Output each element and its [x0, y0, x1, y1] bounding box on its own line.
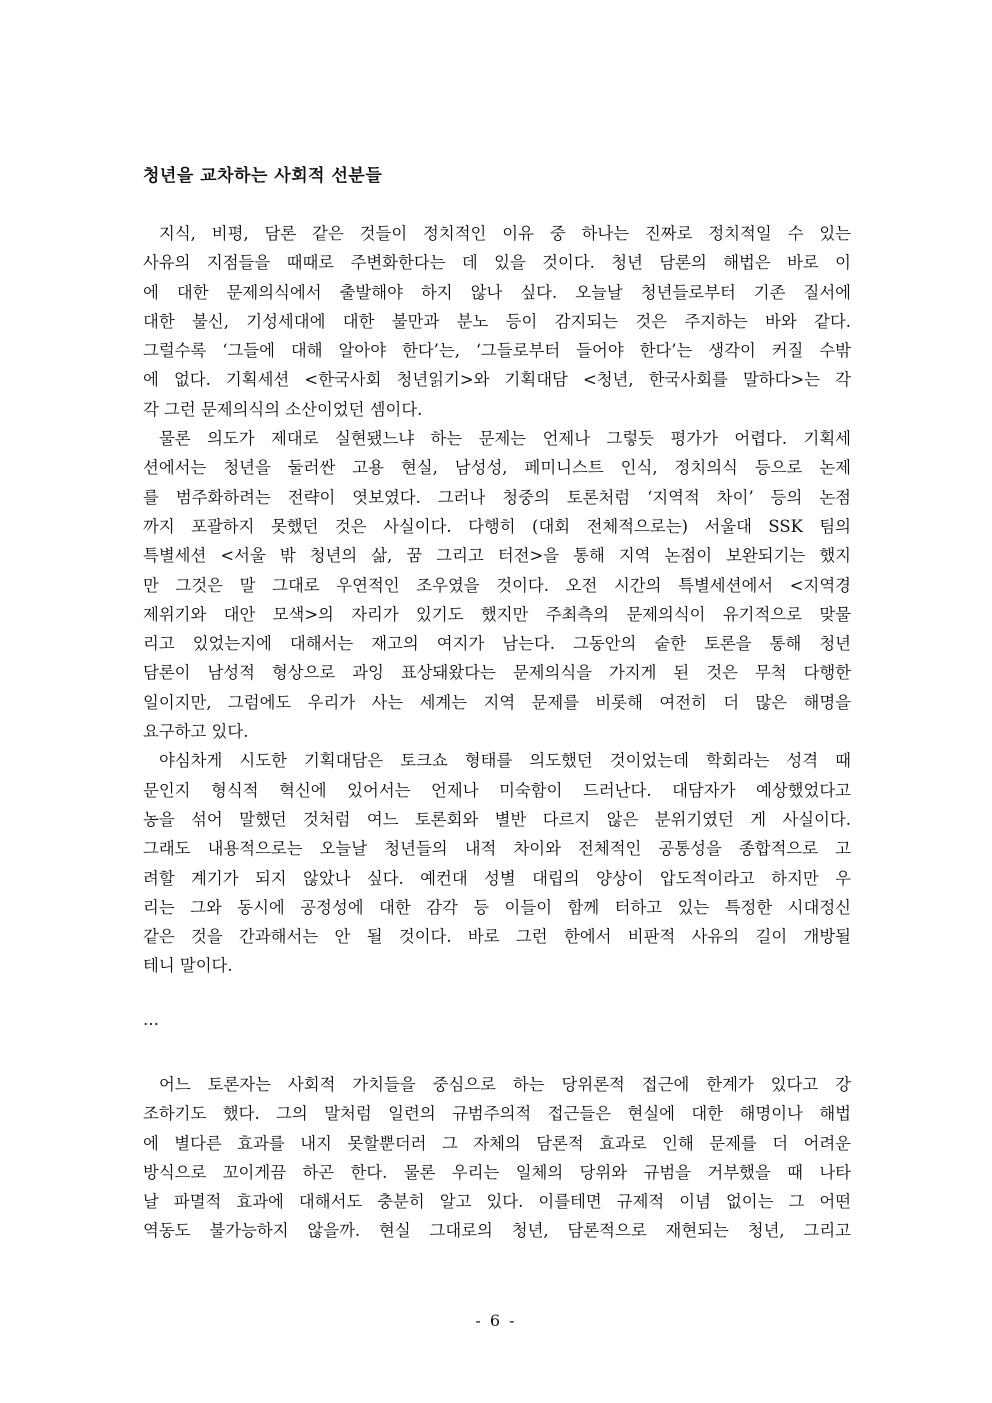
- text-line: 테니 말이다.: [143, 956, 233, 976]
- text-line: 그래도 내용적으로는 오늘날 청년들의 내적 차이와 전체적인 공통성을 종합적으로 고: [143, 839, 851, 859]
- text-line: 문인지 형식적 혁신에 있어서는 언제나 미숙함이 드러난다. 대담자가 예상했었다고: [143, 780, 851, 800]
- text-line: 같은 것을 간과해서는 안 될 것이다. 바로 그런 한에서 비판적 사유의 길이 개방될: [143, 927, 851, 947]
- section-heading: 청년을 교차하는 사회적 선분들: [143, 166, 383, 186]
- text-line: 담론이 남성적 형상으로 과잉 표상돼왔다는 문제의식을 가지게 된 것은 무척 다행한: [143, 663, 851, 683]
- text-line: 역동도 불가능하지 않을까. 현실 그대로의 청년, 담론적으로 재현되는 청년, 그리고: [143, 1221, 851, 1241]
- text-line: 일이지만, 그럼에도 우리가 사는 세계는 지역 문제를 비롯해 여전히 더 많은 해명을: [143, 692, 851, 712]
- text-line: 물론 의도가 제대로 실현됐느냐 하는 문제는 언제나 그렇듯 평가가 어렵다. 기획세: [159, 429, 851, 449]
- text-line: 리고 있었는지에 대해서는 재고의 여지가 남는다. 그동안의 숱한 토론을 통해 청년: [143, 634, 851, 654]
- text-line: 에 별다른 효과를 내지 못할뿐더러 그 자체의 담론적 효과로 인해 문제를 더 어려운: [143, 1133, 851, 1153]
- text-line: 만 그것은 말 그대로 우연적인 조우였을 것이다. 오전 시간의 특별세션에서 <지역경: [143, 575, 851, 595]
- text-line: 그럴수록 ‘그들에 대해 알아야 한다’는, ‘그들로부터 들어야 한다’는 생각이 커질 수밖: [143, 341, 851, 361]
- text-line: 조하기도 했다. 그의 말처럼 일련의 규범주의적 접근들은 현실에 대한 해명이나 해법: [143, 1104, 851, 1124]
- text-line: 방식으로 꼬이게끔 하곤 한다. 물론 우리는 일체의 당위와 규범을 거부했을 때 나타: [143, 1162, 851, 1182]
- section-body: [143, 219, 851, 981]
- text-line: 려할 계기가 되지 않았나 싶다. 예컨대 성별 대립의 양상이 압도적이라고 하지만 우: [143, 868, 851, 888]
- text-line: 요구하고 있다.: [143, 722, 249, 742]
- text-line: 에 대한 문제의식에서 출발해야 하지 않나 싶다. 오늘날 청년들로부터 기존 질서에: [143, 282, 851, 302]
- text-line: 야심차게 시도한 기획대담은 토크쇼 형태를 의도했던 것이었는데 학회라는 성격 때: [159, 751, 851, 771]
- text-line: 를 범주화하려는 전략이 엿보였다. 그러나 청중의 토론처럼 ‘지역적 차이’ 등의 논점: [143, 487, 851, 507]
- text-line: 대한 불신, 기성세대에 대한 불만과 분노 등이 감지되는 것은 주지하는 바와 같다.: [143, 311, 851, 331]
- text-line: 날 파멸적 효과에 대해서도 충분히 알고 있다. 이를테면 규제적 이념 없이는 그 어떤: [143, 1192, 851, 1212]
- text-line: 제위기와 대안 모색>의 자리가 있기도 했지만 주최측의 문제의식이 유기적으로 맞물: [143, 604, 851, 624]
- text-line: 특별세션 <서울 밖 청년의 삶, 꿈 그리고 터전>을 통해 지역 논점이 보완되기는 했지: [143, 546, 851, 566]
- section-body-continued: [143, 1070, 851, 1246]
- page-number: - 6 -: [475, 1311, 517, 1330]
- text-line: 농을 섞어 말했던 것처럼 여느 토론회와 별반 다르지 않은 분위기였던 게 사실이다.: [143, 809, 851, 829]
- text-line: 사유의 지점들을 때때로 주변화한다는 데 있을 것이다. 청년 담론의 해법은 바로 이: [143, 253, 851, 273]
- text-line: 각 그런 문제의식의 소산이었던 셈이다.: [143, 399, 423, 419]
- text-line: 어느 토론자는 사회적 가치들을 중심으로 하는 당위론적 접근에 한계가 있다고 강: [159, 1075, 851, 1094]
- text-line: 까지 포괄하지 못했던 것은 사실이다. 다행히 (대회 전체적으로는) 서울대 SSK 팀의: [143, 516, 851, 536]
- text-line: 리는 그와 동시에 공정성에 대한 감각 등 이들이 함께 터하고 있는 특정한 시대정신: [143, 897, 851, 917]
- text-line: 지식, 비평, 담론 같은 것들이 정치적인 이유 중 하나는 진짜로 정치적일 수 있는: [159, 224, 851, 243]
- text-line: 에 없다. 기획세션 <한국사회 청년읽기>와 기획대담 <청년, 한국사회를 말하다>는 각: [143, 370, 851, 390]
- text-line: 션에서는 청년을 둘러싼 고용 현실, 남성성, 페미니스트 인식, 정치의식 등으로 논제: [143, 458, 851, 478]
- ellipsis-separator: …: [143, 1010, 159, 1029]
